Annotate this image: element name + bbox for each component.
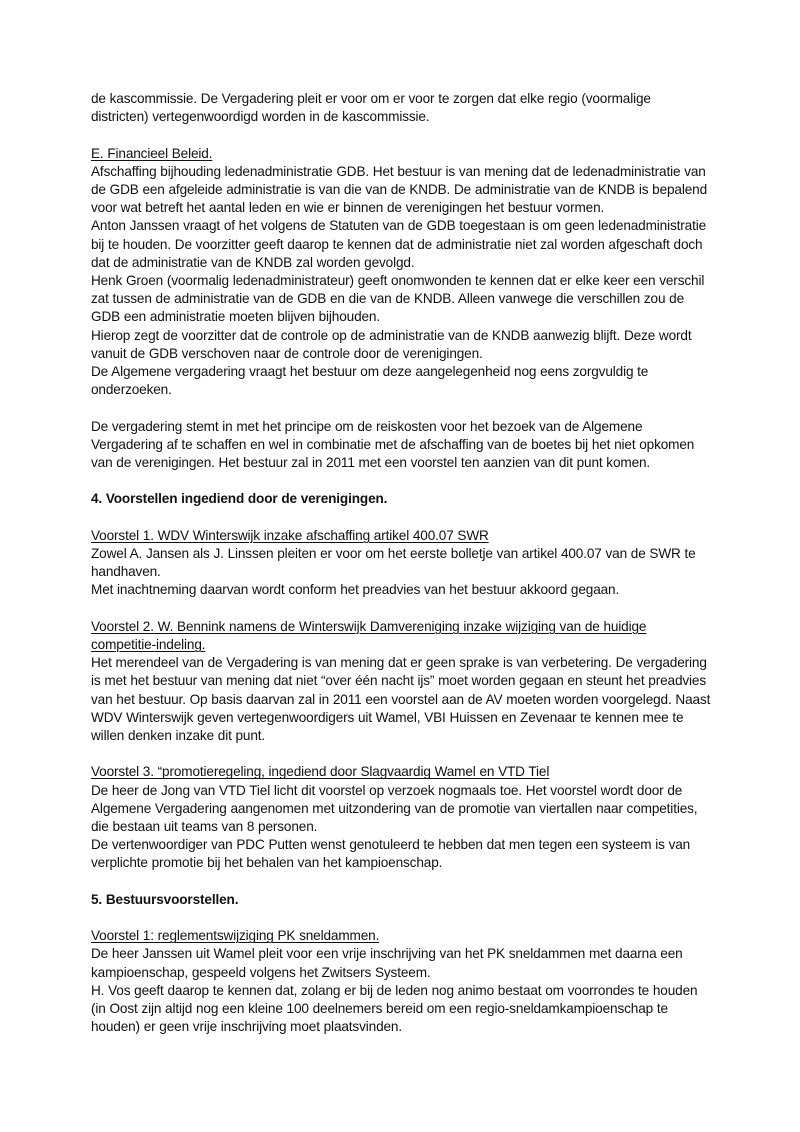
financieel-beleid-paragraph-1: Afschaffing bijhouding ledenadministratie GDB. Het bestuur is van mening dat de ledenadministratie van de GDB een afgeleide administratie is van die van de KNDB. De administratie van de KNDB is bepalend voor wat betreft het aantal leden en wie er binnen de verenigingen het bestuur vormen. bbox=[91, 163, 708, 216]
heading-section-5: 5. Bestuursvoorstellen. bbox=[91, 891, 239, 907]
voorstel-1-bestuur-paragraph-2: H. Vos geeft daarop te kennen dat, zolang er bij de leden nog animo bestaat om voorrondes te houden (in Oost zijn altijd nog een kleine 100 deelnemers bereid om een regio-sneldamkampioenschap te houden) er geen vrije inschrijving moet plaatsvinden. bbox=[91, 982, 698, 1035]
voorstel-1-verenigingen-paragraph-2: Met inachtneming daarvan wordt conform het preadvies van het bestuur akkoord gegaan. bbox=[91, 582, 620, 598]
heading-voorstel-2-verenigingen: Voorstel 2. W. Bennink namens de Winterswijk Damvereniging inzake wijziging van de huidige competitie-indeling. bbox=[91, 618, 647, 653]
heading-voorstel-1-bestuur: Voorstel 1: reglementswijziging PK sneldammen. bbox=[91, 928, 380, 944]
voorstel-1-bestuur-paragraph-1: De heer Janssen uit Wamel pleit voor een vrije inschrijving van het PK sneldammen met daarna een kampioenschap, gespeeld volgens het Zwitsers Systeem. bbox=[91, 946, 683, 980]
heading-financieel-beleid: E. Financieel Beleid. bbox=[91, 145, 213, 161]
heading-voorstel-3-verenigingen: Voorstel 3. “promotieregeling, ingediend door Slagvaardig Wamel en VTD Tiel bbox=[91, 764, 550, 780]
reiskosten-paragraph: De vergadering stemt in met het principe om de reiskosten voor het bezoek van de Algemene Vergadering af te schaffen en wel in combinatie met de afschaffing van de boetes bij het niet opkomen van de verenigingen. Het bestuur zal in 2011 met een voorstel ten aanzien van dit punt komen. bbox=[91, 418, 695, 471]
kascommissie-paragraph: de kascommissie. De Vergadering pleit er voor om er voor te zorgen dat elke regio (voormalige districten) vertegenwoordigd worden in de kascommissie. bbox=[91, 91, 651, 125]
financieel-beleid-paragraph-4: Hierop zegt de voorzitter dat de controle op de administratie van de KNDB aanwezig blijft. Deze wordt vanuit de GDB verschoven naar de controle door de verenigingen. bbox=[91, 327, 692, 361]
voorstel-2-verenigingen-paragraph: Het merendeel van de Vergadering is van mening dat er geen sprake is van verbetering. De vergadering is met het bestuur van mening dat niet “over één nacht ijs” moet worden gegaan en steunt het preadvies van het bestuur. Op basis daarvan zal in 2011 een voorstel aan de AV moeten worden voorgelegd. Naast WDV Winterswijk geven vertegenwoordigers uit Wamel, VBI Huissen en Zevenaar te kennen mee te willen denken inzake dit punt. bbox=[91, 655, 711, 744]
heading-voorstel-1-verenigingen: Voorstel 1. WDV Winterswijk inzake afschaffing artikel 400.07 SWR bbox=[91, 527, 489, 543]
document-text-column bbox=[91, 90, 711, 1036]
voorstel-3-verenigingen-paragraph-2: De vertenwoordiger van PDC Putten wenst genotuleerd te hebben dat men tegen een systeem is van verplichte promotie bij het behalen van het kampioenschap. bbox=[91, 837, 691, 871]
voorstel-3-verenigingen-paragraph-1: De heer de Jong van VTD Tiel licht dit voorstel op verzoek nogmaals toe. Het voorstel wordt door de Algemene Vergadering aangenomen met uitzondering van de promotie van viertallen naar competities, die bestaan uit teams van 8 personen. bbox=[91, 782, 698, 835]
financieel-beleid-paragraph-3: Henk Groen (voormalig ledenadministrateur) geeft onomwonden te kennen dat er elke keer een verschil zat tussen de administratie van de GDB en die van de KNDB. Alleen vanwege die verschillen zou de GDB een administratie moeten blijven bijhouden. bbox=[91, 273, 705, 325]
financieel-beleid-paragraph-5: De Algemene vergadering vraagt het bestuur om deze aangelegenheid nog eens zorgvuldig te onderzoeken. bbox=[91, 364, 649, 398]
heading-section-4: 4. Voorstellen ingediend door de verenigingen. bbox=[91, 491, 388, 507]
voorstel-1-verenigingen-paragraph-1: Zowel A. Jansen als J. Linssen pleiten er voor om het eerste bolletje van artikel 400.07 van de SWR te handhaven. bbox=[91, 546, 696, 580]
financieel-beleid-paragraph-2: Anton Janssen vraagt of het volgens de Statuten van de GDB toegestaan is om geen ledenadministratie bij te houden. De voorzitter geeft daarop te kennen dat de administratie niet zal worden afgeschaft doch dat de administratie van de KNDB zal worden gevolgd. bbox=[91, 218, 707, 270]
